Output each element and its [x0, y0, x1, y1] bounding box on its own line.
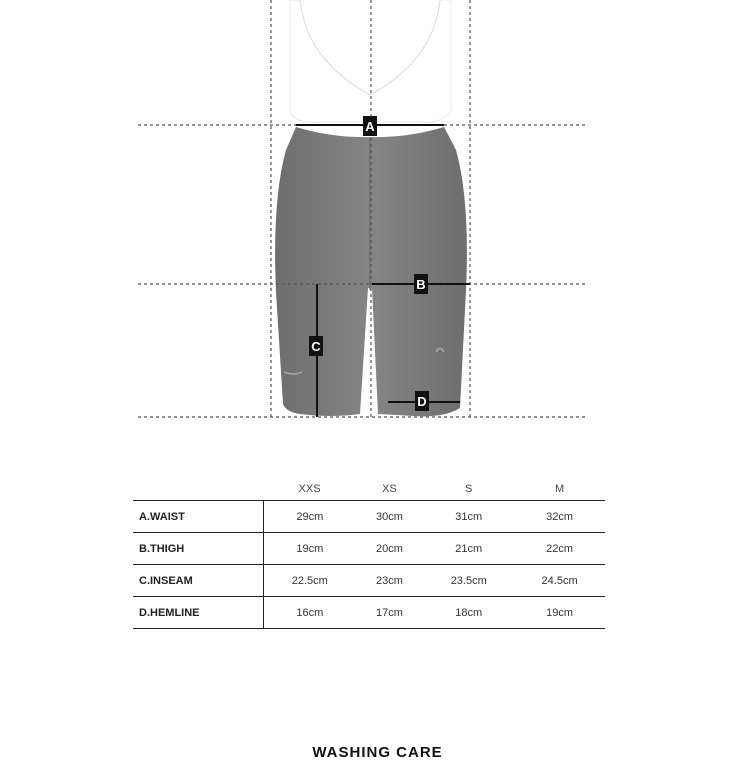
table-row-inseam	[133, 565, 605, 597]
size-chart-table	[133, 478, 605, 629]
table-cell: 23cm	[356, 565, 424, 597]
header-blank-cell	[133, 478, 264, 501]
table-cell: 31cm	[423, 501, 514, 533]
table-cell: 20cm	[356, 533, 424, 565]
table-cell: 18cm	[423, 597, 514, 629]
table-cell: 30cm	[356, 501, 424, 533]
table-row-waist	[133, 501, 605, 533]
marker-c	[309, 336, 323, 356]
table-cell: 22.5cm	[264, 565, 356, 597]
table-cell: 23.5cm	[423, 565, 514, 597]
marker-d	[415, 391, 429, 411]
header-size-m: M	[554, 483, 565, 495]
marker-b	[414, 274, 428, 294]
header-size-xxs: XXS	[298, 483, 321, 495]
table-cell: 21cm	[423, 533, 514, 565]
table-cell: 16cm	[264, 597, 356, 629]
table-cell: 32cm	[514, 501, 605, 533]
marker-a	[363, 116, 377, 136]
table-row-hemline	[133, 597, 605, 629]
table-row-thigh	[133, 533, 605, 565]
row-label: A.WAIST	[133, 501, 264, 533]
header-size-s: S	[465, 483, 473, 495]
svg-text:A: A	[365, 119, 375, 134]
row-label: B.THIGH	[133, 533, 264, 565]
row-label: C.INSEAM	[133, 565, 264, 597]
svg-text:D: D	[417, 394, 427, 409]
svg-text:B: B	[416, 277, 426, 292]
svg-text:C: C	[311, 339, 321, 354]
table-header-row	[133, 478, 605, 501]
washing-care-heading: WASHING CARE	[312, 744, 443, 761]
table-cell: 19cm	[264, 533, 356, 565]
table-cell: 22cm	[514, 533, 605, 565]
header-size-xs: XS	[382, 483, 397, 495]
table-cell: 17cm	[356, 597, 424, 629]
row-label: D.HEMLINE	[133, 597, 264, 629]
table-cell: 19cm	[514, 597, 605, 629]
table-cell: 24.5cm	[514, 565, 605, 597]
table-cell: 29cm	[264, 501, 356, 533]
